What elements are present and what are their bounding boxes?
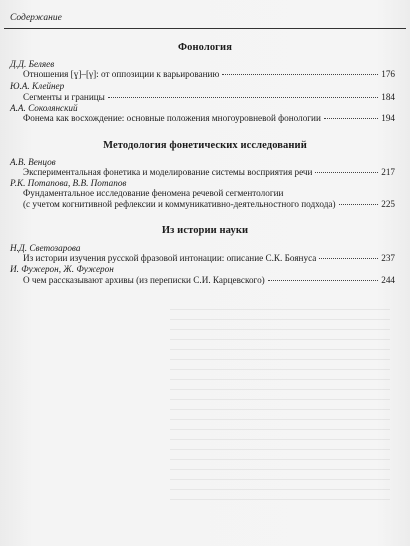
entry-page-number: 217: [381, 167, 395, 177]
entry-author: А.А. Соколянский: [10, 103, 78, 113]
dot-leader: [222, 74, 378, 75]
toc-entry: [23, 188, 395, 209]
entry-title: Из истории изучения русской фразовой интонации: описание С.К. Боянуса: [23, 253, 317, 263]
toc-entry: [23, 113, 395, 123]
section-title-methodology: Методология фонетических исследований: [103, 140, 307, 151]
entry-author: Д.Д. Беляев: [10, 59, 55, 69]
toc-entry: [23, 275, 395, 285]
entry-page-number: 225: [381, 199, 395, 209]
entry-title: Сегменты и границы: [23, 92, 105, 102]
dot-leader: [324, 118, 378, 119]
entry-author: Р.К. Потапова, В.В. Потапов: [10, 178, 127, 188]
entry-page-number: 176: [381, 69, 395, 79]
toc-entry: [23, 167, 395, 177]
dot-leader: [339, 204, 379, 205]
toc-entry: [23, 92, 395, 102]
entry-title: (с учетом когнитивной рефлексии и коммуникативно-деятельностного подхода): [23, 199, 336, 209]
show-through-texture: [170, 300, 390, 500]
entry-author: Н.Д. Светозарова: [10, 243, 81, 253]
entry-page-number: 237: [381, 253, 395, 263]
section-title-phonology: Фонология: [178, 42, 232, 53]
entry-author: И. Фужерон, Ж. Фужерон: [10, 264, 114, 274]
entry-title: Экспериментальная фонетика и моделирование системы восприятия речи: [23, 167, 313, 177]
entry-title: Отношения [ɣ]–[γ]: от оппозиции к варьированию: [23, 69, 220, 79]
dot-leader: [319, 258, 378, 259]
dot-leader: [268, 280, 378, 281]
entry-page-number: 184: [381, 92, 395, 102]
toc-entry: [23, 69, 395, 79]
entry-page-number: 244: [381, 275, 395, 285]
entry-title-line: Фундаментальное исследование феномена речевой сегментологии: [23, 188, 284, 198]
header-rule: [4, 28, 406, 29]
entry-author: А.В. Венцов: [10, 157, 56, 167]
running-head: Содержание: [10, 13, 62, 23]
section-title-history: Из истории науки: [161, 225, 249, 236]
entry-title: Фонема как восхождение: основные положения многоуровневой фонологии: [23, 113, 321, 123]
entry-author: Ю.А. Клейнер: [10, 81, 65, 91]
dot-leader: [315, 172, 378, 173]
entry-title: О чем рассказывают архивы (из переписки С.И. Карцевского): [23, 275, 265, 285]
dot-leader: [108, 97, 378, 98]
entry-page-number: 194: [381, 113, 395, 123]
toc-entry: [23, 253, 395, 263]
